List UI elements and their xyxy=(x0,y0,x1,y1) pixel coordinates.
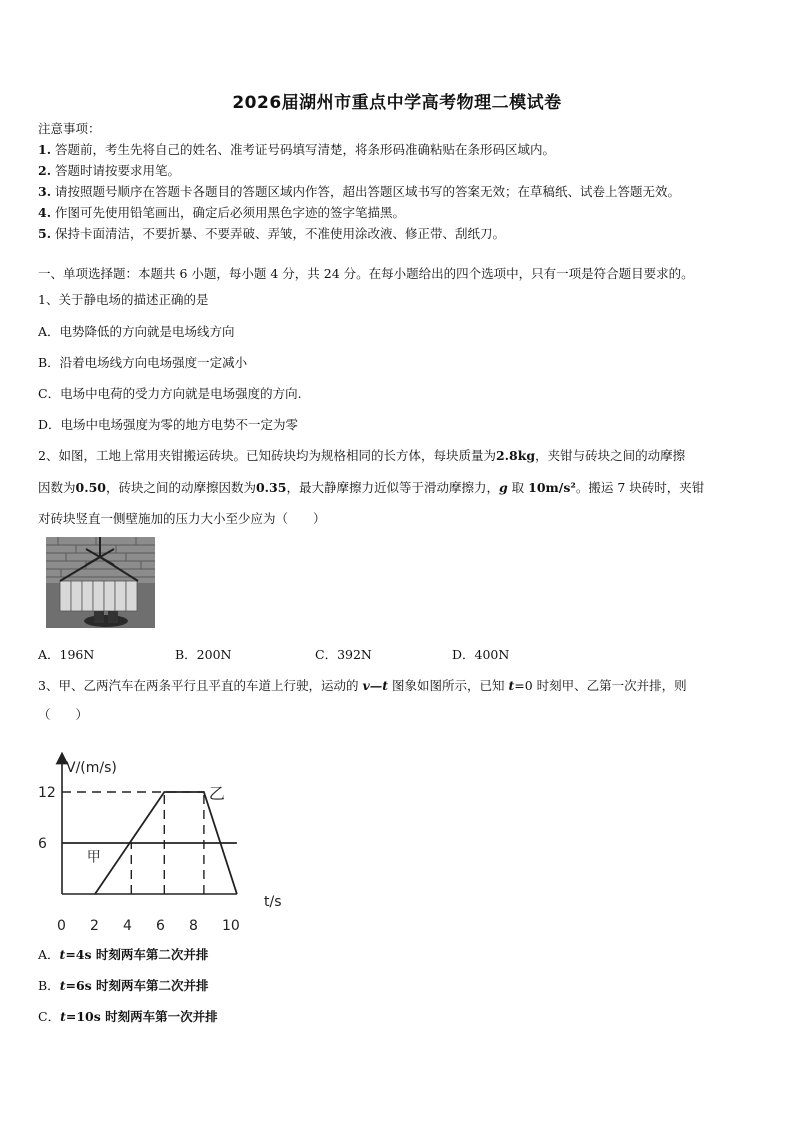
question-3-stem-line1: 3、甲、乙两汽车在两条平行且平直的车道上行驶，运动的 v—t 图象如图所示，已知 t=0 时刻甲、乙第一次并排，则 xyxy=(38,678,687,693)
x-tick-label: 10 xyxy=(222,918,240,934)
q1-option-a: A．电势降低的方向就是电场线方向 xyxy=(38,324,235,339)
q3-option-b: B．t=6s 时刻两车第二次并排 xyxy=(38,978,209,993)
q2-option-c: C．392N xyxy=(315,647,372,662)
question-1-stem: 1、关于静电场的描述正确的是 xyxy=(38,292,209,307)
x-tick-label: 6 xyxy=(156,918,165,934)
x-tick-label: 8 xyxy=(189,918,198,934)
notice-heading: 注意事项： xyxy=(38,121,101,136)
notice-item: 3. 请按照题号顺序在答题卡各题目的答题区域内作答，超出答题区域书写的答案无效；在草稿纸、试卷上答题无效。 xyxy=(38,184,681,199)
series-label-yi: 乙 xyxy=(208,783,225,803)
q1-option-d: D．电场中电场强度为零的地方电势不一定为零 xyxy=(38,417,299,432)
q2-option-a: A．196N xyxy=(38,647,95,662)
question-2-stem-line1: 2、如图，工地上常用夹钳搬运砖块。已知砖块均为规格相同的长方体，每块质量为2.8kg，夹钳与砖块之间的动摩擦 xyxy=(38,448,686,463)
velocity-time-graph xyxy=(36,752,306,934)
section-heading: 一、单项选择题：本题共 6 小题，每小题 4 分，共 24 分。在每小题给出的四个选项中，只有一项是符合题目要求的。 xyxy=(38,266,694,281)
notice-item: 1. 答题前，考生先将自己的姓名、准考证号码填写清楚，将条形码准确粘贴在条形码区域内。 xyxy=(38,142,556,157)
q2-option-b: B．200N xyxy=(175,647,232,662)
x-axis-label: t/s xyxy=(264,894,282,910)
notice-item: 4. 作图可先使用铅笔画出，确定后必须用黑色字迹的签字笔描黑。 xyxy=(38,205,406,220)
y-tick-label: 6 xyxy=(38,836,47,852)
notice-item: 2. 答题时请按要求用笔。 xyxy=(38,163,181,178)
y-axis-label: V/(m/s) xyxy=(66,760,117,776)
q2-options xyxy=(38,645,598,661)
q2-option-d: D．400N xyxy=(452,647,510,662)
page-title: 2026届湖州市重点中学高考物理二模试卷 xyxy=(232,93,562,113)
q3-option-a: A．t=4s 时刻两车第二次并排 xyxy=(38,947,209,962)
question-2-stem-line2: 因数为0.50，砖块之间的动摩擦因数为0.35，最大静摩擦力近似等于滑动摩擦力，g 取 10m/s²。搬运 7 块砖时，夹钳 xyxy=(38,480,705,495)
y-tick-label: 12 xyxy=(38,785,56,801)
series-label-jia: 甲 xyxy=(86,849,101,866)
q1-option-b: B．沿着电场线方向电场强度一定减小 xyxy=(38,355,248,370)
notice-item: 5. 保持卡面清洁，不要折暴、不要弄破、弄皱，不准使用涂改液、修正带、刮纸刀。 xyxy=(38,226,506,241)
x-tick-label: 4 xyxy=(123,918,132,934)
q1-option-c: C．电场中电荷的受力方向就是电场强度的方向. xyxy=(38,386,302,401)
x-tick-label: 0 xyxy=(57,918,66,934)
q3-option-c: C．t=10s 时刻两车第一次并排 xyxy=(38,1009,218,1024)
brick-clamp-illustration xyxy=(46,537,155,628)
question-3-stem-line2: （ ） xyxy=(38,707,89,722)
question-2-stem-line3: 对砖块竖直一侧壁施加的压力大小至少应为（ ） xyxy=(38,511,326,526)
x-tick-label: 2 xyxy=(90,918,99,934)
brick-clamp-photo xyxy=(46,537,155,628)
